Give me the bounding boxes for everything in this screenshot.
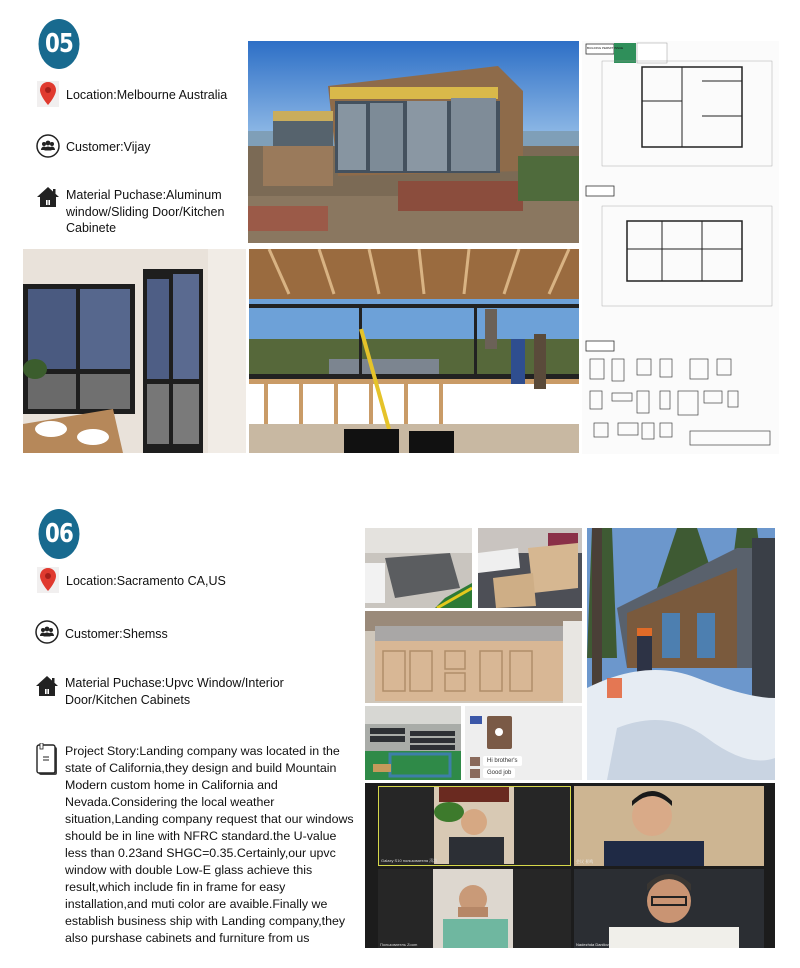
chat-screenshot — [465, 706, 582, 780]
map-pin-icon — [36, 82, 60, 106]
location-row — [36, 568, 226, 592]
project-story-text: Project Story:Landing company was located in the state of California,they design and build Mountain Modern custom home in California and Nevada.Considering the local weather situation,Landing company request that our windows should be in line with NFRC standard.the U-value less than 0.23and SHGC=0.35.Certainly,our upvc window with double Low-E glass achieve this result,which include fin in frame for easy installation,and muti color are avaible.Finally we establish business ship with Landing company,they also purshase cabinets and furniture from us — [65, 744, 354, 945]
participant-name: 会议 景鸣 — [576, 859, 594, 864]
participant-name: Nadezhda Danilova — [576, 942, 611, 947]
permit-label: BUILDING PERMIT ISSUE — [587, 46, 624, 50]
play-icon — [495, 728, 503, 736]
chat-avatar-icon — [470, 716, 482, 724]
chat-avatar-icon — [470, 769, 480, 778]
participant-tile — [574, 869, 764, 948]
participant-name: Galaxy S10 пользователя 清涛 — [381, 858, 438, 863]
participant-tile — [574, 786, 764, 866]
location-text: Location:Sacramento CA,US — [66, 574, 226, 588]
factory-cabinet-wood-photo — [478, 528, 582, 608]
workers-installing-photo — [249, 249, 579, 453]
factory-cabinet-grey-photo — [365, 528, 472, 608]
material-row — [35, 674, 325, 708]
customer-row — [36, 134, 151, 158]
wooden-kitchen-cabinets-photo — [365, 611, 582, 703]
document-icon — [35, 743, 59, 767]
house-icon — [36, 185, 60, 209]
house-exterior-photo — [248, 41, 579, 243]
customer-row — [35, 620, 168, 644]
location-text: Location:Melbourne Australia — [66, 88, 228, 102]
material-text: Material Puchase:Aluminum window/Sliding Door/Kitchen Cabinete — [66, 188, 225, 235]
dining-corner-photo — [23, 249, 246, 453]
project-number-badge — [39, 509, 80, 559]
house-icon — [35, 674, 59, 698]
window-frames-factory-photo — [365, 706, 461, 780]
material-text: Material Puchase:Upvc Window/Interior Door/Kitchen Cabinets — [65, 676, 284, 707]
customer-group-icon — [35, 620, 59, 644]
material-row — [36, 185, 246, 237]
participant-tile — [378, 869, 571, 948]
participant-tile — [378, 786, 571, 866]
participant-name: Пользователь Zoom — [380, 942, 418, 947]
project-number: 05 — [44, 29, 74, 59]
location-row — [36, 82, 227, 106]
project-story-row — [35, 743, 361, 947]
chat-message: Good job — [483, 768, 515, 778]
map-pin-icon — [36, 568, 60, 592]
customer-text: Customer:Shemss — [65, 627, 168, 641]
chat-avatar-icon — [470, 757, 480, 766]
customer-group-icon — [36, 134, 60, 158]
snowy-house-site-photo — [587, 528, 775, 780]
video-call-screenshot — [365, 783, 775, 948]
project-number: 06 — [44, 519, 74, 549]
floor-plans-photo — [582, 41, 779, 454]
project-number-badge — [39, 19, 80, 69]
video-thumbnail — [487, 716, 512, 749]
chat-message: Hi brother's — [483, 756, 522, 766]
customer-text: Customer:Vijay — [66, 140, 151, 154]
